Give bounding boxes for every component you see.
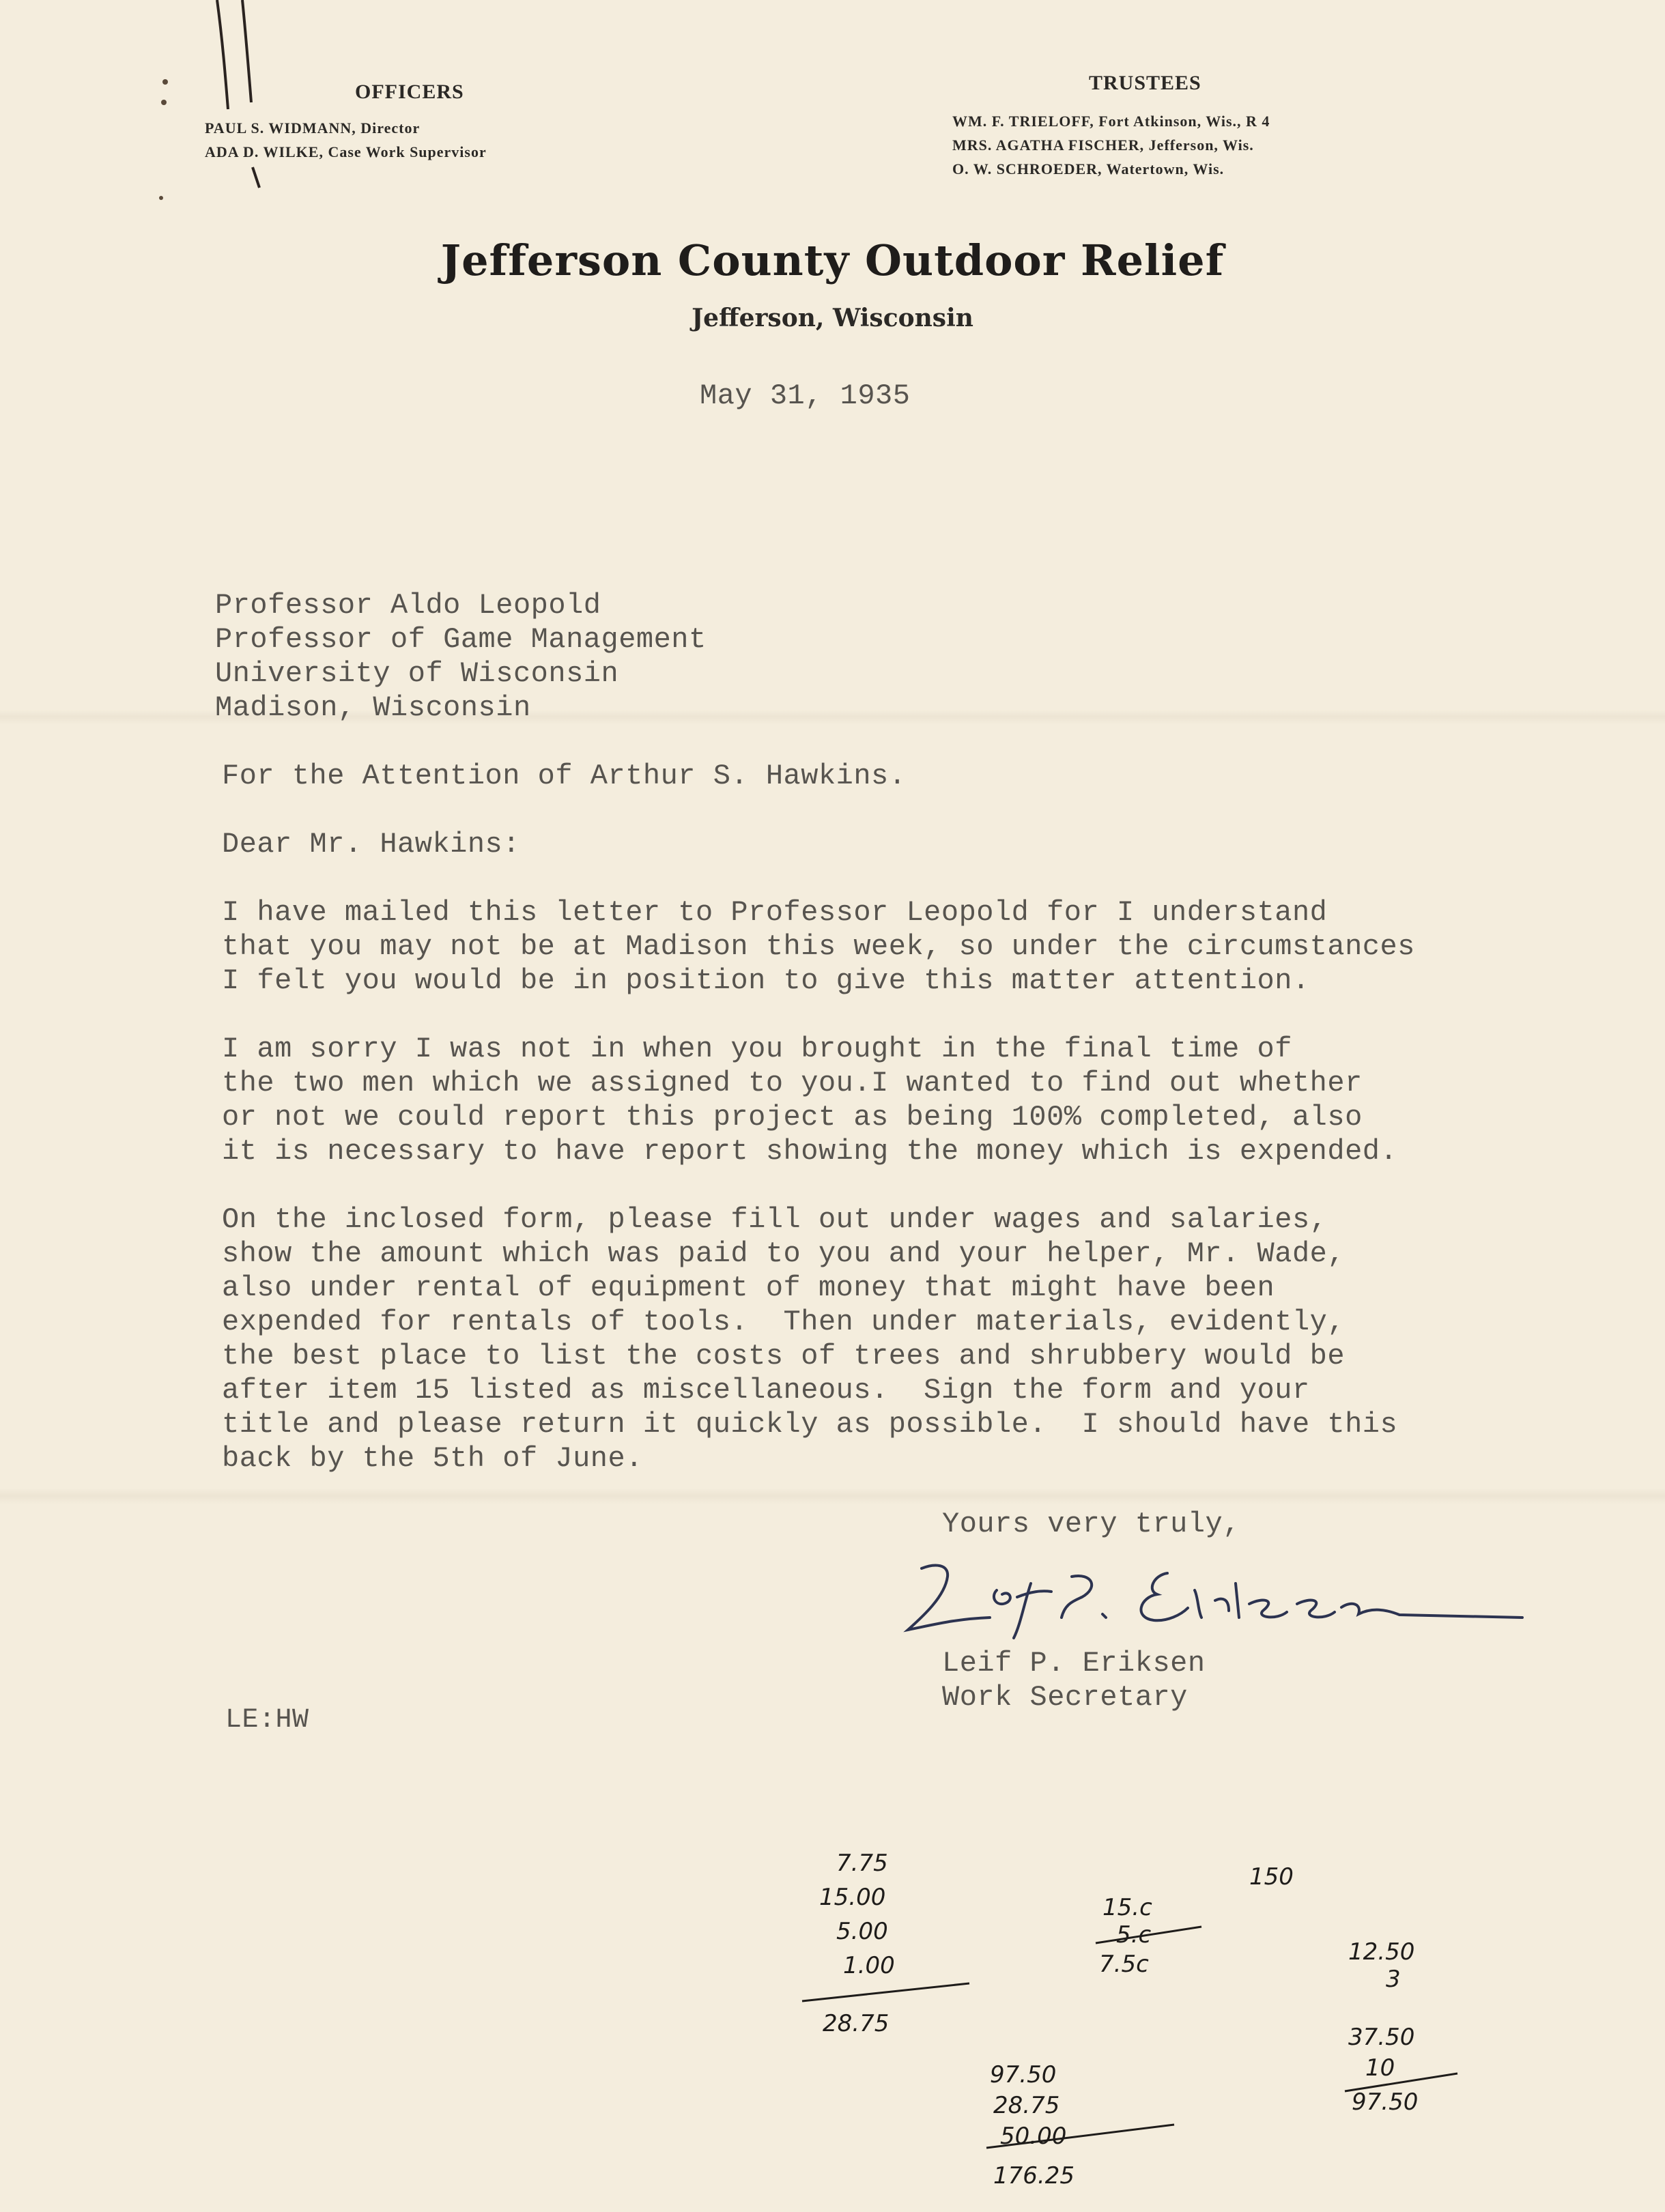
paragraph-line: On the inclosed form, please fill out under wages and salaries, [222,1203,1328,1236]
paragraph-line: the best place to list the costs of trees and shrubbery would be [222,1340,1346,1373]
paragraph-line: or not we could report this project as being 100% completed, also [222,1101,1363,1134]
handwritten-number: 28.75 [993,2092,1060,2119]
paragraph-line: the two men which we assigned to you.I wanted to find out whether [222,1067,1363,1100]
handwritten-number: 97.50 [990,2061,1057,2088]
handwritten-number: 150 [1249,1863,1294,1891]
handwritten-number: 50.00 [1000,2123,1067,2150]
recipient-line: University of Wisconsin [215,657,619,690]
paragraph-line: title and please return it quickly as possible. I should have this [222,1408,1398,1441]
officers-heading: OFFICERS [355,81,464,103]
paragraph-line: back by the 5th of June. [222,1442,643,1475]
letter-date: May 31, 1935 [700,379,911,412]
handwritten-number: 28.75 [823,2010,890,2037]
paragraph-line: that you may not be at Madison this week, so under the circumstances [222,930,1415,963]
recipient-line: Professor Aldo Leopold [215,589,601,622]
handwritten-number: 3 [1386,1966,1401,1993]
handwritten-number: 15.c [1102,1894,1152,1921]
organization-name: Jefferson County Outdoor Relief [440,235,1225,285]
paragraph-line: expended for rentals of tools. Then under materials, evidently, [222,1306,1346,1338]
handwritten-number: 5.00 [836,1918,888,1945]
handwritten-number: 37.50 [1348,2024,1415,2051]
salutation: Dear Mr. Hawkins: [222,828,520,861]
sum-line [799,1979,976,2007]
paragraph-line: it is necessary to have report showing the money which is expended. [222,1135,1398,1168]
handwritten-number: 15.00 [819,1884,886,1911]
handwritten-number: 97.50 [1352,2088,1419,2116]
closing: Yours very truly, [942,1508,1240,1540]
paragraph-line: I have mailed this letter to Professor Leopold for I understand [222,896,1328,929]
handwritten-number: 12.50 [1348,1938,1415,1966]
handwritten-number: 5.c [1116,1921,1152,1949]
organization-location: Jefferson, Wisconsin [692,304,973,332]
paragraph-line: after item 15 listed as miscellaneous. Sign the form and your [222,1374,1310,1407]
officer-line: ADA D. WILKE, Case Work Supervisor [205,143,487,160]
sum-line [1092,1921,1208,1949]
signature [894,1549,1543,1645]
reference-initials: LE:HW [225,1705,309,1736]
attention-line: For the Attention of Arthur S. Hawkins. [222,760,907,792]
sum-line [983,2119,1181,2153]
handwritten-number: 7.75 [836,1850,888,1877]
trustee-line: MRS. AGATHA FISCHER, Jefferson, Wis. [952,137,1254,154]
signer-name: Leif P. Eriksen [942,1647,1206,1680]
handwritten-number: 176.25 [993,2162,1075,2189]
trustee-line: WM. F. TRIELOFF, Fort Atkinson, Wis., R 4 [952,113,1270,130]
paragraph-line: I am sorry I was not in when you brought in the final time of [222,1033,1292,1065]
handwritten-number: 1.00 [843,1952,895,1979]
handwritten-number: 7.5c [1099,1951,1149,1978]
ink-marks [137,0,314,205]
trustees-heading: TRUSTEES [1089,72,1201,94]
handwritten-number: 10 [1365,2054,1395,2082]
signer-title: Work Secretary [942,1681,1188,1714]
recipient-line: Madison, Wisconsin [215,691,531,724]
recipient-line: Professor of Game Management [215,623,707,656]
paragraph-line: also under rental of equipment of money that might have been [222,1272,1275,1304]
officer-line: PAUL S. WIDMANN, Director [205,119,421,137]
paragraph-line: I felt you would be in position to give this matter attention. [222,964,1310,997]
paragraph-line: show the amount which was paid to you and your helper, Mr. Wade, [222,1237,1346,1270]
trustee-line: O. W. SCHROEDER, Watertown, Wis. [952,160,1225,177]
